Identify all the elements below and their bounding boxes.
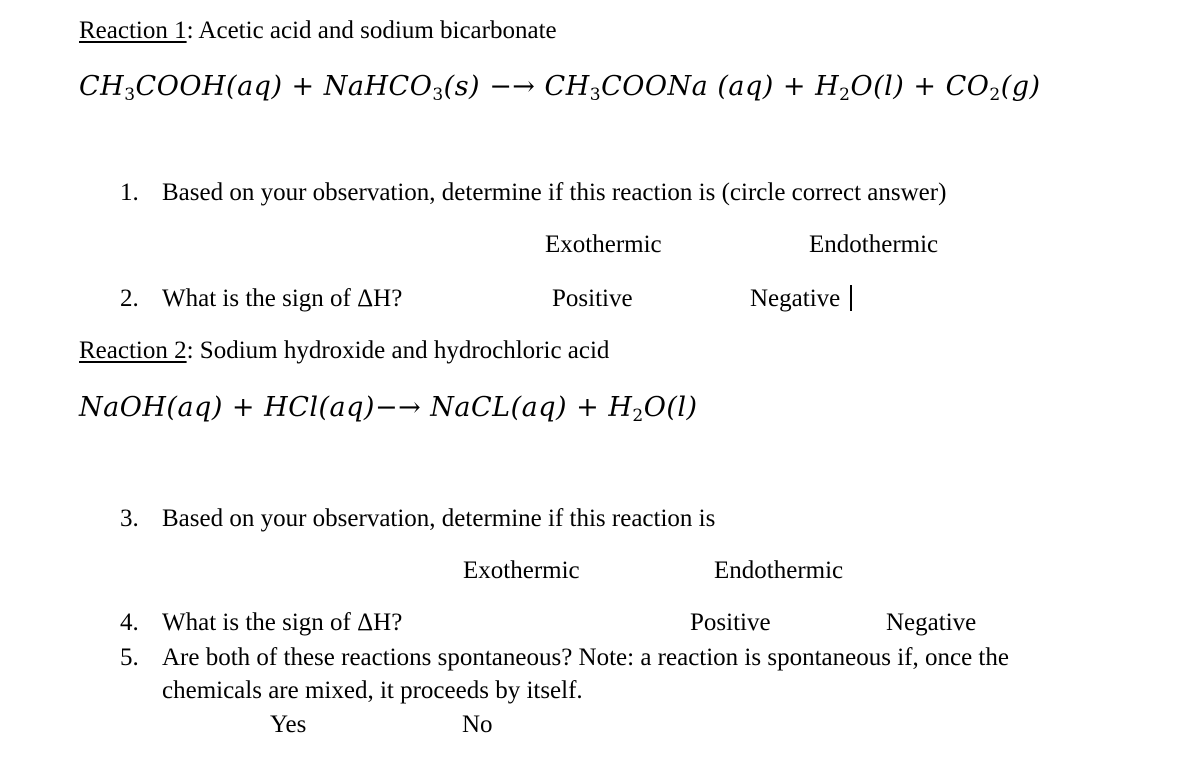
reaction1-heading: [79, 16, 557, 46]
eq2-reactant2-state: (aq): [318, 392, 375, 423]
eq1-reactant2: NaHCO: [323, 71, 433, 102]
question-3: [120, 504, 715, 534]
question-1: [120, 178, 946, 208]
eq2-product1-state: (aq) +: [510, 392, 609, 423]
eq1-product2: H: [815, 71, 840, 102]
reaction2-heading-text: : Sodium hydroxide and hydrochloric acid: [186, 337, 610, 364]
q3-option-exothermic[interactable]: Exothermic: [463, 557, 580, 584]
eq1-reactant2-state: (s): [443, 71, 490, 102]
question-4-text: What is the sign of ΔH?: [162, 609, 403, 636]
q3-option-endothermic[interactable]: Endothermic: [714, 557, 844, 584]
eq2-arrow: −→: [374, 392, 431, 423]
q2-option-negative-wrap: [750, 284, 852, 314]
eq1-product2-rest: O: [850, 71, 874, 102]
question-2: [120, 284, 402, 314]
eq1-arrow: −→: [489, 71, 545, 102]
question-1-number: 1.: [120, 179, 139, 206]
q2-option-positive[interactable]: Positive: [552, 285, 633, 312]
reaction1-heading-label: Reaction 1: [79, 17, 187, 44]
question-5: [120, 643, 1009, 673]
eq1-product1-state: (aq) +: [717, 71, 816, 102]
eq1-product3: CO: [945, 71, 990, 102]
eq2-product2-subscript: 2: [632, 406, 644, 426]
question-1-text: Based on your observation, determine if this reaction is (circle correct answer): [162, 179, 947, 206]
question-4: [120, 608, 402, 638]
eq1-product3-state: (g): [1000, 71, 1041, 102]
reaction2-heading-label: Reaction 2: [79, 337, 187, 364]
q5-option-yes[interactable]: Yes: [270, 711, 307, 738]
question-5-text-line2: chemicals are mixed, it proceeds by itself.: [162, 677, 583, 704]
reaction1-equation: [79, 67, 1041, 107]
question-3-text: Based on your observation, determine if this reaction is: [162, 505, 716, 532]
eq2-reactant1-state: (aq) +: [166, 392, 265, 423]
eq1-product3-subscript: 2: [989, 85, 1001, 105]
question-5-text-line1: Are both of these reactions spontaneous? Note: a reaction is spontaneous if, once the: [162, 644, 1009, 671]
eq1-reactant2-subscript: 3: [432, 85, 444, 105]
question-3-number: 3.: [120, 505, 139, 532]
q5-option-no[interactable]: No: [462, 711, 493, 738]
q1-option-endothermic[interactable]: Endothermic: [809, 231, 939, 258]
question-5-number: 5.: [120, 644, 139, 671]
eq1-reactant1-rest: COOH: [135, 71, 227, 102]
q4-option-positive[interactable]: Positive: [690, 609, 771, 636]
reaction1-heading-text: : Acetic acid and sodium bicarbonate: [186, 17, 557, 44]
eq1-product1: CH: [544, 71, 590, 102]
question-4-number: 4.: [120, 609, 139, 636]
eq1-product1-rest: COONa: [601, 71, 718, 102]
eq2-product2: H: [608, 392, 633, 423]
text-cursor: [850, 285, 852, 311]
eq1-reactant1-subscript: 3: [124, 85, 136, 105]
eq2-reactant2: HCl: [264, 392, 319, 423]
eq1-product2-state: (l) +: [873, 71, 946, 102]
q4-option-negative[interactable]: Negative: [886, 609, 977, 636]
eq2-product2-rest: O: [643, 392, 667, 423]
reaction2-equation: [79, 388, 698, 428]
eq1-product1-subscript: 3: [589, 85, 602, 105]
q2-option-negative[interactable]: Negative: [750, 285, 841, 312]
eq2-product1: NaCL: [430, 392, 511, 423]
eq1-product2-subscript: 2: [839, 85, 851, 105]
question-2-number: 2.: [120, 285, 139, 312]
reaction2-heading: [79, 336, 609, 366]
q1-option-exothermic[interactable]: Exothermic: [545, 231, 662, 258]
question-2-text: What is the sign of ΔH?: [162, 285, 403, 312]
eq2-product2-state: (l): [666, 392, 698, 423]
eq2-reactant1: NaOH: [79, 392, 167, 423]
eq1-reactant1: CH: [79, 71, 125, 102]
eq1-reactant1-state: (aq) +: [226, 71, 324, 102]
